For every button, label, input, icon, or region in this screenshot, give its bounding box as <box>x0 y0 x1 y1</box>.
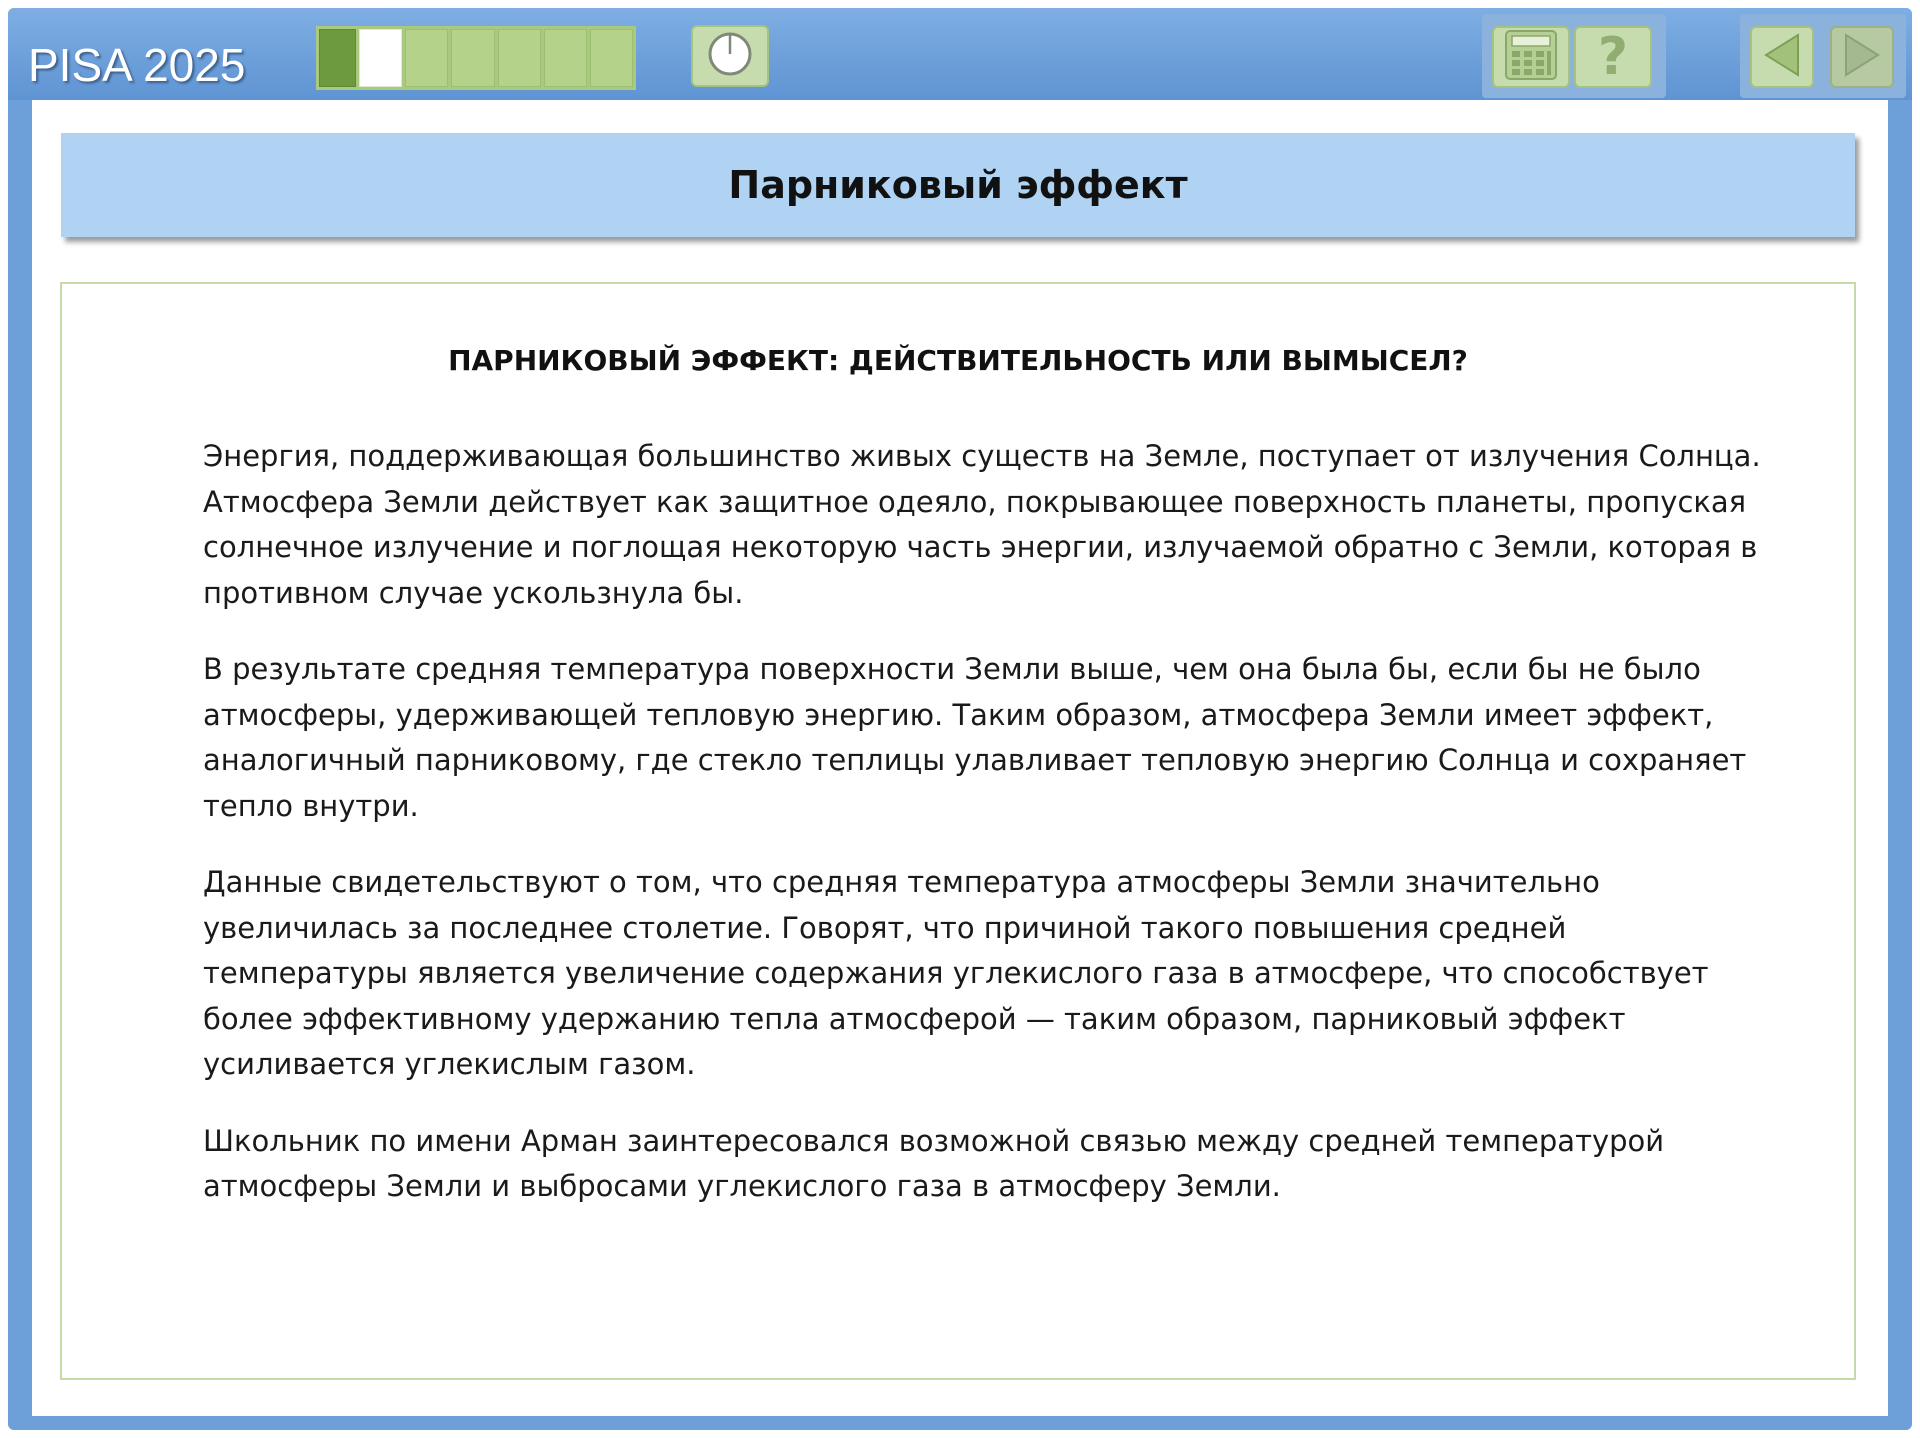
back-button[interactable] <box>1750 26 1814 88</box>
help-icon: ? <box>1597 27 1629 87</box>
pisa-logo: PISA 2025 <box>28 39 246 91</box>
timer-icon <box>706 30 754 83</box>
article-heading: ПАРНИКОВЫЙ ЭФФЕКТ: ДЕЙСТВИТЕЛЬНОСТЬ ИЛИ ВЫМЫСЕЛ? <box>448 344 1468 377</box>
article-paragraph: В результате средняя температура поверхности Земли выше, чем она была бы, если бы не было атмосферы, удерживающей тепловую энергию. Таким образом, атмосфера Земли имеет эффект, аналогичный парниковому, где стекло теплицы улавливает тепловую энергию Солнца и сохраняет тепло внутри. <box>203 652 1747 823</box>
article-paragraph: Школьник по имени Арман заинтересовался возможной связью между средней температурой атмосферы Земли и выбросами углекислого газа в атмосферу Земли. <box>203 1123 1665 1203</box>
back-arrow-icon <box>1760 31 1804 84</box>
progress-bar <box>316 26 636 90</box>
help-button[interactable] <box>1574 26 1652 88</box>
timer-button[interactable] <box>691 25 769 87</box>
next-button[interactable] <box>1830 26 1894 88</box>
calculator-button[interactable] <box>1492 26 1570 88</box>
article-paragraph: Данные свидетельствуют о том, что средняя температура атмосферы Земли значительно увеличилась за последнее столетие. Говорят, что причиной такого повышения средней температуры является увеличение содержания углекислого газа в атмосфере, что способствует более эффективному удержанию тепла атмосферой — таким образом, парниковый эффект усиливается углекислым газом. <box>203 865 1709 1081</box>
progress-segment <box>590 29 633 87</box>
article-body <box>203 434 1763 1241</box>
progress-segment <box>544 29 587 87</box>
article-paragraph: Энергия, поддерживающая большинство живых существ на Земле, поступает от излучения Солнца. Атмосфера Земли действует как защитное одеяло, покрывающее поверхность планеты, пропуская солнечное излучение и поглощая некоторую часть энергии, излучаемой обратно с Земли, которая в противном случае ускользнула бы. <box>203 439 1761 610</box>
calculator-icon <box>1503 28 1559 87</box>
page-title-bar <box>61 133 1855 237</box>
progress-segment-done <box>319 29 356 87</box>
progress-segment-current <box>359 29 402 87</box>
progress-segment <box>498 29 541 87</box>
next-arrow-icon <box>1840 31 1884 84</box>
page-title: Парниковый эффект <box>728 163 1188 207</box>
progress-segment <box>405 29 448 87</box>
stimulus-text-panel <box>60 282 1856 1380</box>
progress-segment <box>451 29 494 87</box>
